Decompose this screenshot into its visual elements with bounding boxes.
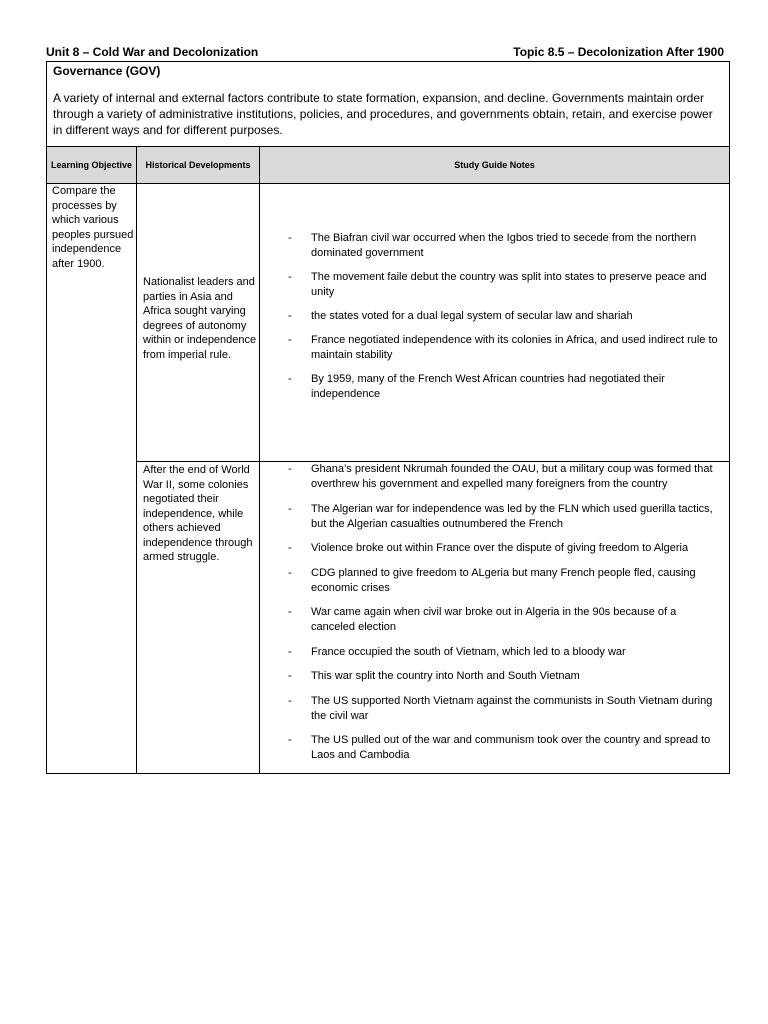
bullet-dash: - <box>288 232 292 244</box>
bullet-dash: - <box>288 670 292 682</box>
list-item <box>260 733 723 763</box>
learning-objective-cell <box>47 184 137 774</box>
study-guide-table <box>46 61 730 774</box>
note-text: Ghana’s president Nkrumah founded the OAU, but a military coup was formed that overthrew his government and expelled many foreigners from the country <box>311 463 713 490</box>
historical-development-cell <box>137 184 260 462</box>
notes-list <box>260 231 723 402</box>
note-text: This war split the country into North and South Vietnam <box>311 670 580 682</box>
note-text: Violence broke out within France over the dispute of giving freedom to Algeria <box>311 542 689 554</box>
study-notes-cell <box>260 184 730 462</box>
bullet-dash: - <box>288 566 292 579</box>
unit-title: Unit 8 – Cold War and Decolonization <box>46 45 259 59</box>
note-text: The Biafran civil war occurred when the Igbos tried to secede from the northern dominated government <box>311 232 697 259</box>
list-item <box>260 309 723 324</box>
list-item <box>260 605 723 635</box>
note-text: The Algerian war for independence was led by the FLN which used guerilla tactics, but the Algerian casualties outnumbered the French <box>311 502 713 530</box>
list-item <box>260 669 723 684</box>
note-text: The US supported North Vietnam against the communists in South Vietnam during the civil war <box>311 694 713 722</box>
intro-cell <box>47 62 730 147</box>
intro-row <box>47 62 730 147</box>
list-item <box>260 645 723 660</box>
list-item <box>260 462 723 492</box>
document-header <box>46 45 724 62</box>
note-text: The US pulled out of the war and communism took over the country and spread to Laos and Cambodia <box>311 734 711 761</box>
column-header-row <box>47 147 730 184</box>
note-text: By 1959, many of the French West African countries had negotiated their independence <box>311 373 665 400</box>
bullet-dash: - <box>288 542 292 554</box>
historical-development-text: Nationalist leaders and parties in Asia and Africa sought varying degrees of autonomy within or independence from imperial rule. <box>143 276 257 361</box>
bullet-dash: - <box>288 694 292 707</box>
bullet-dash: - <box>288 645 292 658</box>
historical-development-cell <box>137 462 260 774</box>
governance-title: Governance (GOV) <box>53 64 161 78</box>
note-text: The movement faile debut the country was split into states to preserve peace and unity <box>311 271 707 298</box>
list-item <box>260 541 723 556</box>
note-text: CDG planned to give freedom to ALgeria but many French people fled, causing economic crises <box>311 566 696 594</box>
governance-description: A variety of internal and external factors contribute to state formation, expansion, and decline. Governments maintain order through a variety of administrative institutions, policies, and procedures, and governments obtain, retain, and exercise power in different ways and for different purposes. <box>53 91 713 137</box>
note-text: the states voted for a dual legal system of secular law and shariah <box>311 310 633 322</box>
bullet-dash: - <box>288 271 292 283</box>
list-item <box>260 231 723 261</box>
study-notes-cell <box>260 462 730 774</box>
column-header-historical: Historical Developments <box>137 147 260 184</box>
table-row <box>47 462 730 774</box>
note-text: War came again when civil war broke out in Algeria in the 90s because of a canceled election <box>311 606 677 633</box>
note-text: France negotiated independence with its colonies in Africa, and used indirect rule to maintain stability <box>311 334 718 361</box>
topic-title: Topic 8.5 – Decolonization After 1900 <box>513 45 724 59</box>
notes-list <box>260 462 723 763</box>
list-item <box>260 372 723 402</box>
bullet-dash: - <box>288 310 292 322</box>
table-row <box>47 184 730 462</box>
learning-objective-text: Compare the processes by which various peoples pursued independence after 1900. <box>52 185 134 270</box>
list-item <box>260 270 723 300</box>
column-header-notes: Study Guide Notes <box>260 147 730 184</box>
bullet-dash: - <box>288 373 292 385</box>
note-text: France occupied the south of Vietnam, which led to a bloody war <box>311 645 626 658</box>
list-item <box>260 694 723 724</box>
bullet-dash: - <box>288 606 292 618</box>
list-item <box>260 502 723 532</box>
list-item <box>260 566 723 596</box>
list-item <box>260 333 723 363</box>
bullet-dash: - <box>288 463 292 475</box>
column-header-objective: Learning Objective <box>47 147 137 184</box>
bullet-dash: - <box>288 502 292 515</box>
bullet-dash: - <box>288 334 292 346</box>
bullet-dash: - <box>288 734 292 746</box>
historical-development-text: After the end of World War II, some colonies negotiated their independence, while others achieved independence through armed struggle. <box>143 464 253 563</box>
